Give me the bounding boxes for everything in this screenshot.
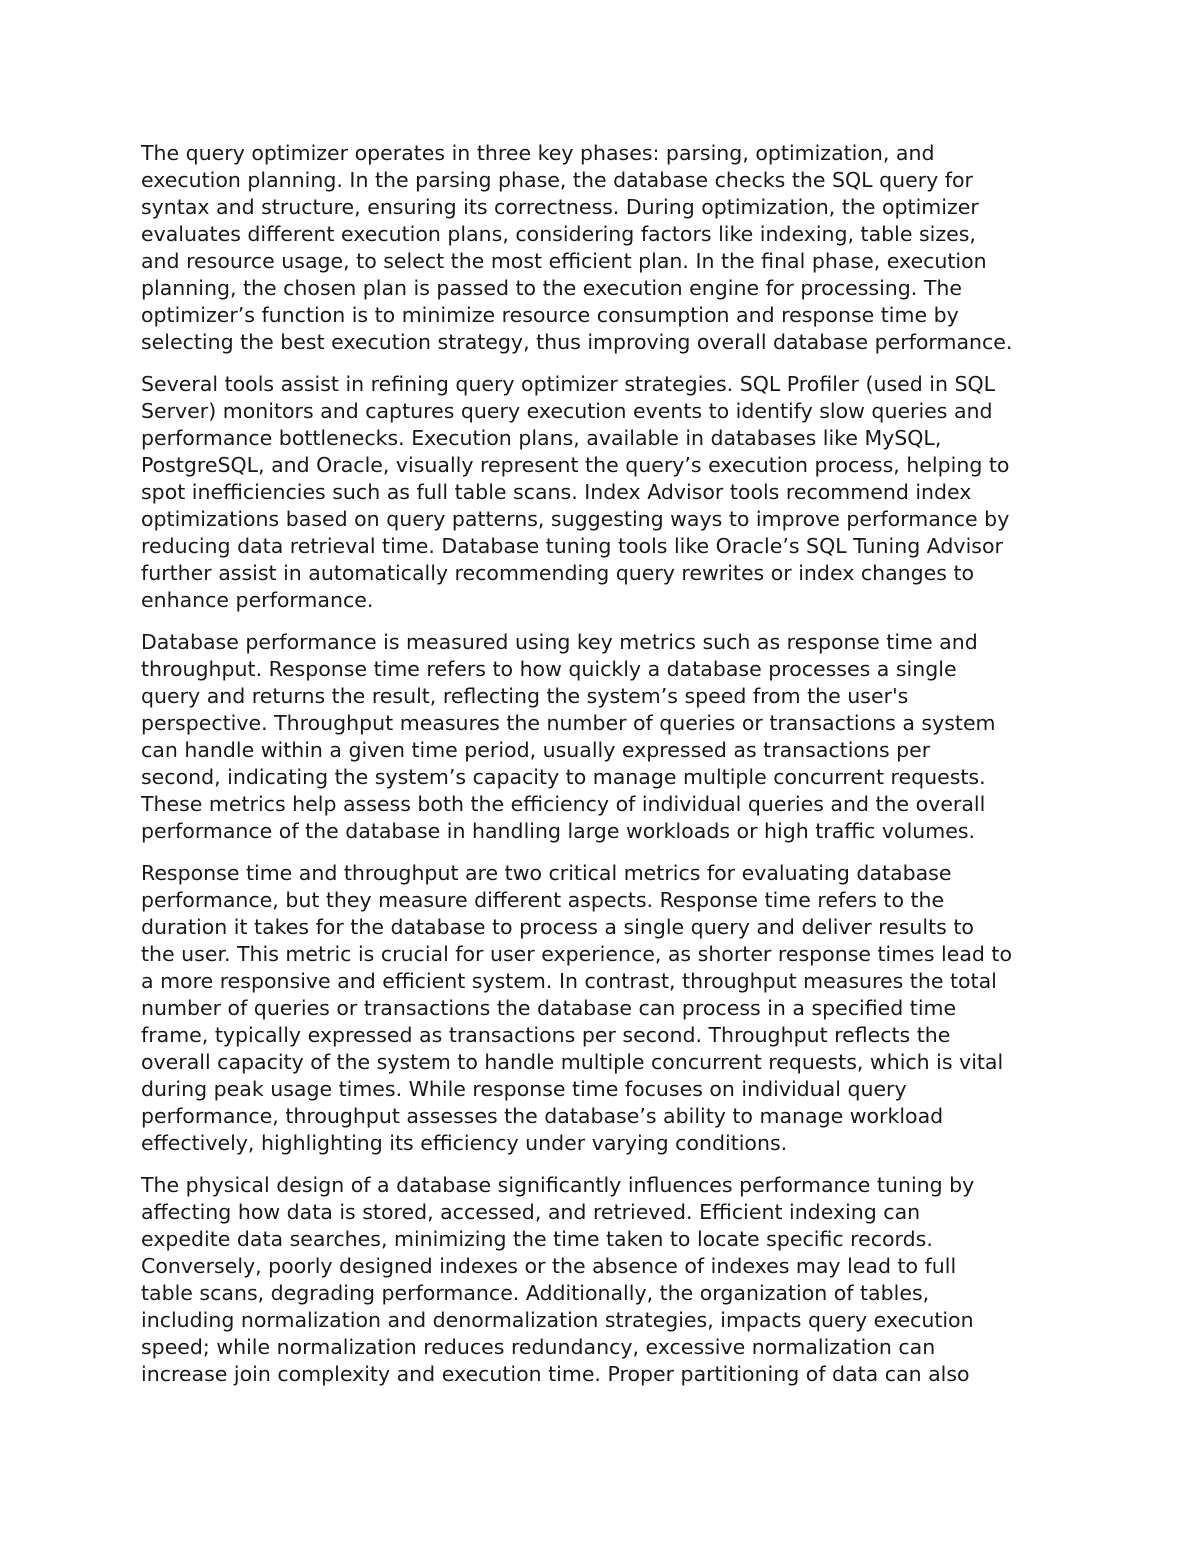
text-line: perspective. Throughput measures the number of queries or transactions a system	[141, 711, 996, 735]
text-line: can handle within a given time period, usually expressed as transactions per	[141, 738, 931, 762]
text-line: further assist in automatically recommending query rewrites or index changes to	[141, 561, 975, 585]
text-line: speed; while normalization reduces redundancy, excessive normalization can	[141, 1335, 936, 1359]
text-line: performance bottlenecks. Execution plans, available in databases like MySQL,	[141, 426, 942, 450]
paragraph-optimizer-tools	[141, 371, 1071, 614]
text-line: duration it takes for the database to process a single query and deliver results to	[141, 915, 974, 939]
text-line: spot inefficiencies such as full table scans. Index Advisor tools recommend index	[141, 480, 972, 504]
text-line: Server) monitors and captures query execution events to identify slow queries and	[141, 399, 993, 423]
text-line: during peak usage times. While response time focuses on individual query	[141, 1077, 907, 1101]
text-line: affecting how data is stored, accessed, and retrieved. Efficient indexing can	[141, 1200, 921, 1224]
text-line: performance, throughput assesses the database’s ability to manage workload	[141, 1104, 944, 1128]
text-line: the user. This metric is crucial for user experience, as shorter response times lead to	[141, 942, 1012, 966]
paragraph-performance-metrics	[141, 629, 1071, 845]
text-line: enhance performance.	[141, 588, 374, 612]
text-line: PostgreSQL, and Oracle, visually represent the query’s execution process, helping to	[141, 453, 1010, 477]
text-line: These metrics help assess both the efficiency of individual queries and the overall	[141, 792, 986, 816]
text-line: Database performance is measured using key metrics such as response time and	[141, 630, 978, 654]
document-body	[141, 140, 1071, 1403]
text-line: frame, typically expressed as transactions per second. Throughput reflects the	[141, 1023, 951, 1047]
text-line: The physical design of a database significantly influences performance tuning by	[141, 1173, 975, 1197]
text-line: overall capacity of the system to handle multiple concurrent requests, which is vital	[141, 1050, 1004, 1074]
paragraph-physical-design	[141, 1172, 1071, 1388]
text-line: a more responsive and efficient system. In contrast, throughput measures the total	[141, 969, 997, 993]
text-line: increase join complexity and execution time. Proper partitioning of data can also	[141, 1362, 970, 1386]
text-line: The query optimizer operates in three key phases: parsing, optimization, and	[141, 141, 935, 165]
text-line: performance of the database in handling large workloads or high traffic volumes.	[141, 819, 976, 843]
text-line: evaluates different execution plans, considering factors like indexing, table sizes,	[141, 222, 976, 246]
text-line: optimizer’s function is to minimize resource consumption and response time by	[141, 303, 959, 327]
paragraph-response-time-vs-throughput	[141, 860, 1071, 1157]
text-line: second, indicating the system’s capacity to manage multiple concurrent requests.	[141, 765, 986, 789]
text-line: expedite data searches, minimizing the time taken to locate specific records.	[141, 1227, 933, 1251]
text-line: throughput. Response time refers to how quickly a database processes a single	[141, 657, 957, 681]
text-line: performance, but they measure different aspects. Response time refers to the	[141, 888, 945, 912]
text-line: table scans, degrading performance. Additionally, the organization of tables,	[141, 1281, 930, 1305]
text-line: Several tools assist in refining query optimizer strategies. SQL Profiler (used in SQL	[141, 372, 996, 396]
text-line: syntax and structure, ensuring its correctness. During optimization, the optimizer	[141, 195, 979, 219]
text-line: selecting the best execution strategy, thus improving overall database performance.	[141, 330, 1013, 354]
text-line: planning, the chosen plan is passed to the execution engine for processing. The	[141, 276, 962, 300]
text-line: query and returns the result, reflecting the system’s speed from the user's	[141, 684, 909, 708]
text-line: effectively, highlighting its efficiency under varying conditions.	[141, 1131, 788, 1155]
text-line: optimizations based on query patterns, suggesting ways to improve performance by	[141, 507, 1010, 531]
paragraph-query-optimizer-phases	[141, 140, 1071, 356]
text-line: reducing data retrieval time. Database tuning tools like Oracle’s SQL Tuning Advisor	[141, 534, 1003, 558]
text-line: number of queries or transactions the database can process in a specified time	[141, 996, 957, 1020]
text-line: Response time and throughput are two critical metrics for evaluating database	[141, 861, 952, 885]
text-line: and resource usage, to select the most efficient plan. In the final phase, execution	[141, 249, 987, 273]
text-line: including normalization and denormalization strategies, impacts query execution	[141, 1308, 974, 1332]
text-line: Conversely, poorly designed indexes or the absence of indexes may lead to full	[141, 1254, 957, 1278]
text-line: execution planning. In the parsing phase, the database checks the SQL query for	[141, 168, 973, 192]
